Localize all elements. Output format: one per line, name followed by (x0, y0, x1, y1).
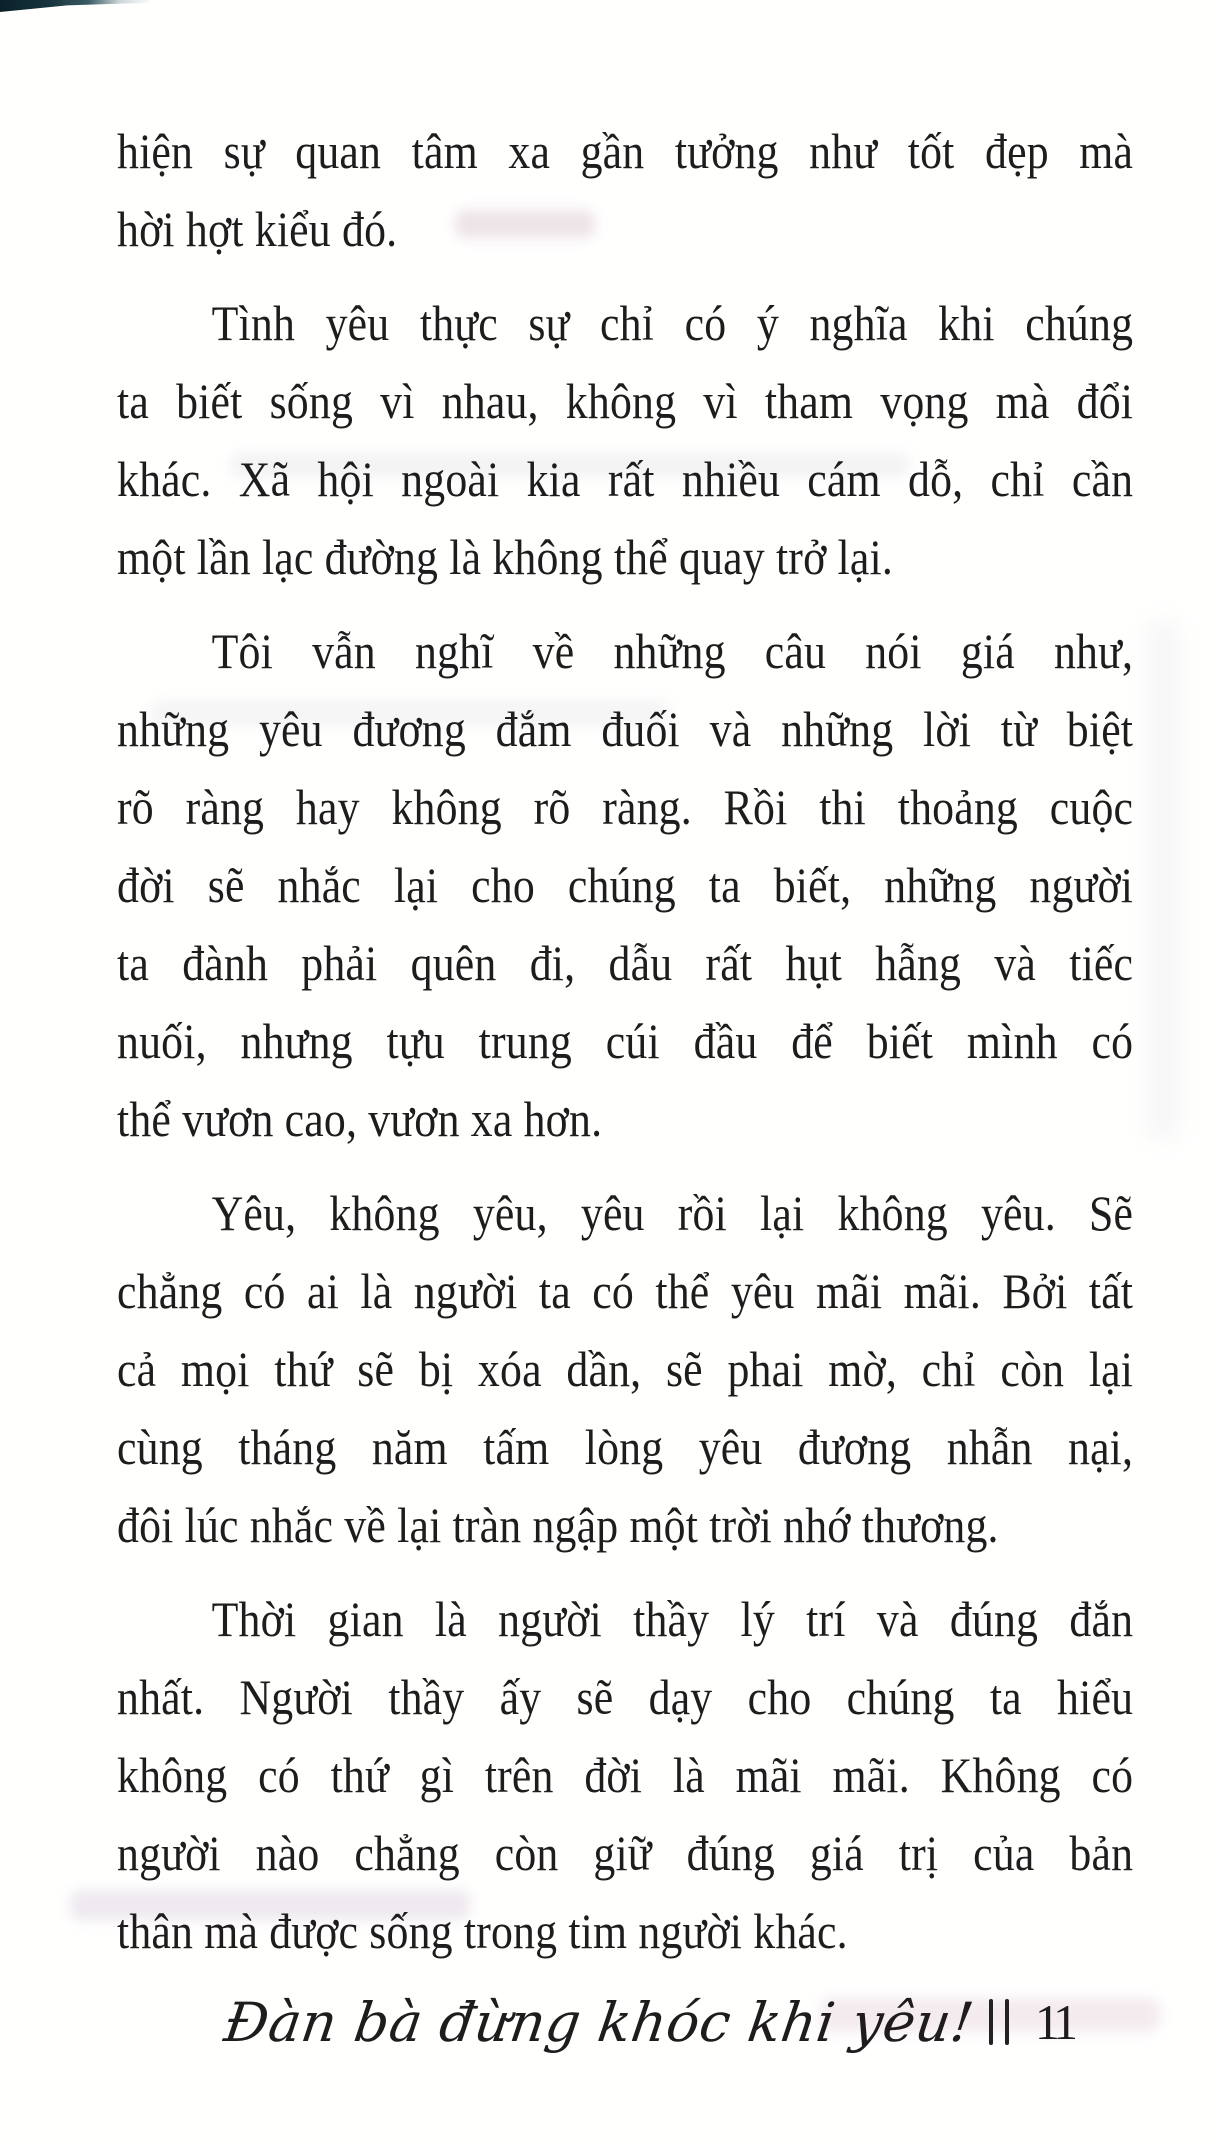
text-line: rõ ràng hay không rõ ràng. Rồi thi thoảng cuộc (117, 779, 1134, 835)
text-line: ta biết sống vì nhau, không vì tham vọng mà đổi (117, 373, 1134, 429)
text-line: những yêu đương đắm đuối và những lời từ biệt (117, 701, 1134, 757)
scan-corner-artifact (0, 0, 160, 12)
text-line: Yêu, không yêu, yêu rồi lại không yêu. Sẽ (211, 1185, 1134, 1241)
text-line: Tôi vẫn nghĩ về những câu nói giá như, (211, 623, 1134, 679)
separator-bar (989, 1999, 993, 2045)
page-footer (220, 1972, 1078, 2072)
text-line: khác. Xã hội ngoài kia rất nhiều cám dỗ, chỉ cần (117, 451, 1134, 507)
text-line: hời hợt kiểu đó. (117, 201, 398, 257)
bleed-through-artifact (1146, 620, 1180, 1140)
separator-bar (1005, 1999, 1009, 2045)
text-line: nhất. Người thầy ấy sẽ dạy cho chúng ta hiểu (117, 1669, 1134, 1725)
page-body-text (117, 112, 1133, 1970)
paragraph (117, 612, 1133, 1158)
text-line: hiện sự quan tâm xa gần tưởng như tốt đẹp mà (117, 123, 1134, 179)
text-line: thể vươn cao, vươn xa hơn. (117, 1091, 603, 1147)
text-line: đời sẽ nhắc lại cho chúng ta biết, những người (117, 857, 1134, 913)
text-line: không có thứ gì trên đời là mãi mãi. Không có (117, 1747, 1134, 1803)
text-line: thân mà được sống trong tim người khác. (117, 1903, 848, 1959)
text-line: Thời gian là người thầy lý trí và đúng đắn (211, 1591, 1134, 1647)
text-line: đôi lúc nhắc về lại tràn ngập một trời nhớ thương. (117, 1497, 999, 1553)
text-line: người nào chẳng còn giữ đúng giá trị của bản (117, 1825, 1134, 1881)
paragraph (117, 284, 1133, 596)
text-line: chẳng có ai là người ta có thể yêu mãi mãi. Bởi tất (117, 1263, 1134, 1319)
paragraph (117, 112, 1133, 268)
text-line: Tình yêu thực sự chỉ có ý nghĩa khi chúng (211, 295, 1134, 351)
book-title-script: Đàn bà đừng khóc khi yêu! (220, 1990, 978, 2054)
text-line: một lần lạc đường là không thể quay trở lại. (117, 529, 893, 585)
text-line: cùng tháng năm tấm lòng yêu đương nhẫn nại, (117, 1419, 1134, 1475)
page-number: 11 (1034, 1994, 1073, 2050)
text-line: ta đành phải quên đi, dẫu rất hụt hẫng và tiếc (117, 935, 1134, 991)
text-line: nuối, nhưng tựu trung cúi đầu để biết mình có (117, 1013, 1134, 1069)
text-line: cả mọi thứ sẽ bị xóa dần, sẽ phai mờ, chỉ còn lại (117, 1341, 1134, 1397)
paragraph (117, 1580, 1133, 1970)
paragraph (117, 1174, 1133, 1564)
